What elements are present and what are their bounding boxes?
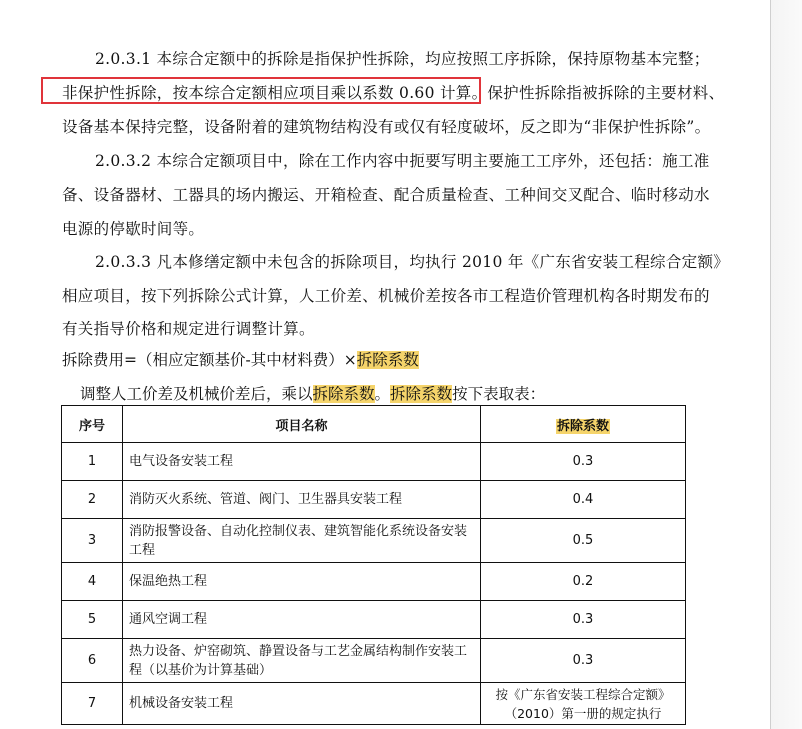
row-item-name: 机械设备安装工程	[123, 683, 481, 725]
row-item-name: 电气设备安装工程	[123, 443, 481, 481]
formula-text: 拆除费用=（相应定额基价-其中材料费）×	[62, 351, 357, 369]
paragraph-2-0-3-3-line-3: 有关指导价格和规定进行调整计算。	[62, 320, 315, 338]
table-row	[62, 601, 686, 639]
row-item-name: 通风空调工程	[123, 601, 481, 639]
row-coefficient: 0.3	[481, 443, 686, 481]
row-coefficient: 0.4	[481, 481, 686, 519]
row-coefficient: 0.3	[481, 601, 686, 639]
row-item-name: 消防灭火系统、管道、阀门、卫生器具安装工程	[123, 481, 481, 519]
header-no: 序号	[62, 406, 123, 443]
intro-text-2: 。	[374, 385, 391, 403]
row-no: 7	[62, 683, 123, 725]
row-coefficient: 0.2	[481, 563, 686, 601]
formula-highlight: 拆除系数	[356, 351, 419, 369]
table-header-row	[62, 406, 686, 443]
paragraph-2-0-3-2-line-3: 电源的停歇时间等。	[62, 220, 205, 238]
paragraph-2-0-3-2-line-1: 2.0.3.2 本综合定额项目中，除在工作内容中扼要写明主要施工工序外，还包括：施工准	[95, 152, 710, 170]
row-item-name: 保温绝热工程	[123, 563, 481, 601]
table-row	[62, 481, 686, 519]
annotation-highlight-box	[41, 77, 481, 104]
table-row	[62, 443, 686, 481]
intro-highlight-1: 拆除系数	[312, 385, 375, 403]
header-coefficient	[481, 406, 686, 443]
paragraph-2-0-3-3-line-2: 相应项目，按下列拆除公式计算，人工价差、机械价差按各市工程造价管理机构各时期发布的	[62, 287, 710, 305]
table-row	[62, 519, 686, 563]
row-no: 6	[62, 639, 123, 683]
table-row	[62, 639, 686, 683]
paragraph-2-0-3-1-line-1: 2.0.3.1 本综合定额中的拆除是指保护性拆除，均应按照工序拆除，保持原物基本完整；	[95, 50, 710, 68]
row-coefficient: 0.3	[481, 639, 686, 683]
row-coefficient: 按《广东省安装工程综合定额》（2010）第一册的规定执行	[481, 683, 686, 725]
paragraph-2-0-3-1-line-3: 设备基本保持完整，设备附着的建筑物结构没有或仅有轻度破坏，反之即为“非保护性拆除”。	[62, 118, 711, 136]
table-row	[62, 563, 686, 601]
intro-highlight-2: 拆除系数	[390, 385, 453, 403]
demolition-cost-formula	[62, 350, 419, 370]
row-no: 2	[62, 481, 123, 519]
table-intro	[80, 384, 545, 404]
boxed-sentence: 非保护性拆除，按本综合定额相应项目乘以系数 0.60 计算。	[62, 84, 488, 102]
page-edge	[770, 0, 771, 729]
header-coefficient-label: 拆除系数	[556, 418, 609, 434]
row-item-name: 消防报警设备、自动化控制仪表、建筑智能化系统设备安装工程	[123, 519, 481, 563]
paragraph-2-0-3-2-line-2: 备、设备器材、工器具的场内搬运、开箱检查、配合质量检查、工种间交叉配合、临时移动水	[62, 186, 710, 204]
row-no: 1	[62, 443, 123, 481]
row-coefficient: 0.5	[481, 519, 686, 563]
table-row	[62, 683, 686, 725]
line-continuation: 保护性拆除指被拆除的主要材料、	[487, 84, 725, 102]
row-no: 3	[62, 519, 123, 563]
page-margin	[771, 0, 802, 729]
row-no: 5	[62, 601, 123, 639]
row-item-name: 热力设备、炉窑砌筑、静置设备与工艺金属结构制作安装工程（以基价为计算基础）	[123, 639, 481, 683]
header-item-name: 项目名称	[123, 406, 481, 443]
intro-text-1: 调整人工价差及机械价差后，乘以	[80, 385, 313, 403]
row-no: 4	[62, 563, 123, 601]
paragraph-2-0-3-3-line-1: 2.0.3.3 凡本修缮定额中未包含的拆除项目，均执行 2010 年《广东省安装工程综合定额》	[95, 253, 730, 271]
intro-text-3: 按下表取表：	[452, 385, 546, 403]
demolition-coefficient-table	[61, 405, 686, 725]
